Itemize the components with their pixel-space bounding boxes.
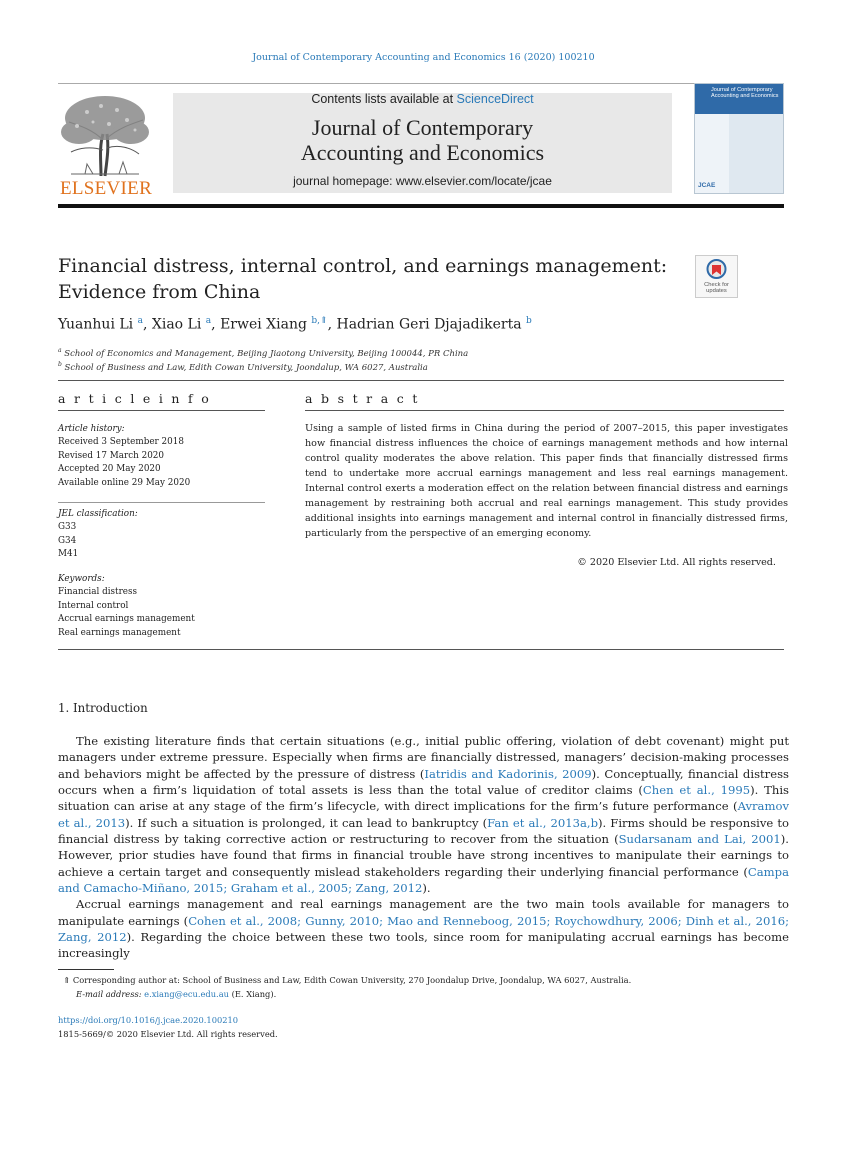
revised-date: Revised 17 March 2020: [58, 450, 164, 461]
article-title-line1: Financial distress, internal control, and earnings management:: [58, 255, 668, 277]
email-owner: (E. Xiang).: [231, 989, 277, 999]
abstract-copyright: © 2020 Elsevier Ltd. All rights reserved.: [577, 557, 776, 568]
introduction-body: [58, 733, 789, 962]
check-updates-icon: [696, 256, 737, 282]
abstract-rule: [305, 410, 784, 411]
journal-homepage-link[interactable]: journal homepage: www.elsevier.com/locate/jcae: [293, 174, 552, 188]
citation-link[interactable]: Fan et al., 2013a,b: [487, 815, 599, 830]
cover-title: Journal of Contemporary Accounting and Economics: [711, 87, 779, 99]
abstract-heading: a b s t r a c t: [305, 391, 420, 406]
affil-mark: b: [58, 361, 62, 368]
citation-link[interactable]: Chen et al., 1995: [642, 783, 751, 798]
jel-code: M41: [58, 549, 79, 560]
journal-title: [173, 115, 672, 165]
footnote: [58, 973, 631, 1001]
check-for-updates-button[interactable]: [695, 255, 738, 298]
elsevier-wordmark: ELSEVIER: [59, 178, 153, 199]
history-label: Article history:: [58, 424, 125, 434]
intro-paragraph-1: [58, 733, 789, 896]
keyword: Real earnings management: [58, 627, 181, 638]
jel-code: G34: [58, 535, 77, 546]
author-name[interactable]: Erwei Xiang: [220, 316, 307, 333]
article-title: [58, 253, 678, 305]
author-name[interactable]: Yuanhui Li: [58, 316, 134, 333]
corresponding-author-note: [58, 973, 631, 987]
author-affil-mark[interactable]: a: [205, 316, 212, 326]
author-name[interactable]: Hadrian Geri Djajadikerta: [336, 316, 522, 333]
article-title-line2: Evidence from China: [58, 281, 261, 303]
jel-code: G33: [58, 522, 77, 533]
citation-link[interactable]: Avramov et al., 2013: [58, 799, 789, 830]
abstract-end-rule: [58, 649, 784, 650]
cover-badge: JCAE: [698, 182, 716, 189]
sciencedirect-link[interactable]: ScienceDirect: [456, 92, 534, 106]
body-text-run: The existing literature finds that certain situations (e.g., initial public offering, violation of debt covenant) might put managers under extreme pressure. Especially when firms are financially distressed, managers’ decision-making processes and behaviors might be affected by the pressure of distress (: [58, 734, 789, 781]
accepted-date: Accepted 20 May 2020: [58, 464, 161, 475]
author-affil-mark[interactable]: b: [526, 316, 532, 326]
email-label: E-mail address:: [76, 989, 142, 999]
intro-paragraph-2: [58, 896, 789, 961]
body-text-run: ). Regarding the choice between these two tools, since room for manipulating accrual earnings has become increasingly: [58, 930, 789, 961]
info-divider: [58, 502, 265, 503]
article-info-heading: a r t i c l e i n f o: [58, 391, 212, 406]
citation-link[interactable]: Sudarsanam and Lai, 2001: [618, 832, 781, 847]
author-name[interactable]: Xiao Li: [151, 316, 202, 333]
check-updates-label: Check for updates: [704, 282, 729, 294]
footnote-rule: [58, 969, 114, 970]
email-link[interactable]: e.xiang@ecu.edu.au: [144, 989, 229, 999]
body-text-run: Accrual earnings management and real earnings management are the two main tools available for managers to manipulate earnings (: [58, 897, 789, 928]
doi-link[interactable]: https://doi.org/10.1016/j.jcae.2020.100210: [58, 1015, 239, 1025]
affiliation-text: School of Business and Law, Edith Cowan University, Joondalup, WA 6027, Australia: [64, 362, 428, 373]
header-thick-rule: [58, 204, 784, 208]
affiliation-text: School of Economics and Management, Beijing Jiaotong University, Beijing 100044, PR China: [64, 348, 469, 359]
issn-line: 1815-5669/© 2020 Elsevier Ltd. All rights reserved.: [58, 1029, 278, 1039]
contents-prefix: Contents lists available at: [311, 92, 457, 106]
author-affil-mark[interactable]: a: [137, 316, 143, 326]
jel-label: JEL classification:: [58, 509, 138, 519]
body-text-run: ). This situation can arise at any stage of the firm’s lifecycle, with direct implications for the firm’s future performance (: [58, 783, 789, 814]
body-text-run: ). However, prior studies have found that firms in financial trouble have strong incentives to manipulate their earnings to achieve a certain target and consequently mislead stakeholders regarding their underlying financial performance (: [58, 832, 789, 879]
body-text-run: ). If such a situation is prolonged, it can lead to bankruptcy (: [125, 815, 488, 830]
jel-classification: [58, 508, 138, 562]
divider-rule: [58, 380, 784, 381]
citation-link[interactable]: Cohen et al., 2008; Gunny, 2010; Mao and Renneboog, 2015; Roychowdhury, 2006; Dinh et al., 2016; Zang, 2012: [58, 913, 789, 945]
keywords: [58, 573, 195, 640]
top-rule: [58, 83, 784, 84]
body-text-run: ). Conceptually, financial distress occurs when a firm’s liquidation of total assets is less than the total value of creditor claims (: [58, 766, 789, 798]
email-line: [58, 987, 631, 1001]
affil-mark: a: [58, 347, 62, 354]
affiliation-a: [58, 347, 468, 359]
footnote-mark: ⇑: [63, 975, 71, 985]
corresponding-text: Corresponding author at: School of Business and Law, Edith Cowan University, 270 Joondalup Drive, Joondalup, WA 6027, Australia.: [72, 975, 632, 985]
affiliation-b: [58, 361, 428, 373]
citation-link[interactable]: Iatridis and Kadorinis, 2009: [424, 766, 592, 781]
received-date: Received 3 September 2018: [58, 437, 184, 448]
article-info-rule: [58, 410, 265, 411]
article-history: [58, 423, 190, 490]
author-list: Yuanhui Li $^a$, Xiao Li $^a$, Erwei Xiang $^{b,⇑}$, Hadrian Geri Djajadikerta $^b$: [58, 316, 532, 333]
body-text-run: ).: [422, 881, 431, 896]
online-date: Available online 29 May 2020: [58, 477, 191, 488]
journal-cover-thumbnail[interactable]: [694, 83, 784, 194]
journal-reference[interactable]: Journal of Contemporary Accounting and Economics 16 (2020) 100210: [252, 52, 595, 63]
journal-title-line2: Accounting and Economics: [300, 140, 545, 165]
section-heading-introduction: 1. Introduction: [58, 701, 148, 715]
abstract-text: Using a sample of listed firms in China during the period of 2007–2015, this paper investigates how financial distress influences the choice of earnings management methods and how internal control quality moderates the above relation. This paper finds that financially distressed firms tend to undertake more accrual earnings management and less real earnings management. Internal control exerts a moderation effect on the relation between financial distress and earnings management by restraining both accrual and real earnings management. This study provides additional insights into earnings management and internal control in financially distressed firms, particularly from the perspective of an emerging economy.: [305, 423, 788, 539]
author-affil-mark[interactable]: b,⇑: [311, 316, 328, 326]
contents-line: [173, 92, 672, 106]
journal-title-line1: Journal of Contemporary: [311, 115, 534, 140]
keyword: Accrual earnings management: [58, 614, 195, 625]
body-text-run: ). Firms should be responsive to financial distress by taking corrective action or restructuring to recover from the situation (: [58, 815, 789, 847]
keyword: Financial distress: [58, 587, 138, 598]
keyword: Internal control: [58, 600, 129, 611]
citation-link[interactable]: Campa and Camacho-Miñano, 2015; Graham et al., 2005; Zang, 2012: [58, 864, 789, 896]
keywords-label: Keywords:: [58, 574, 105, 584]
